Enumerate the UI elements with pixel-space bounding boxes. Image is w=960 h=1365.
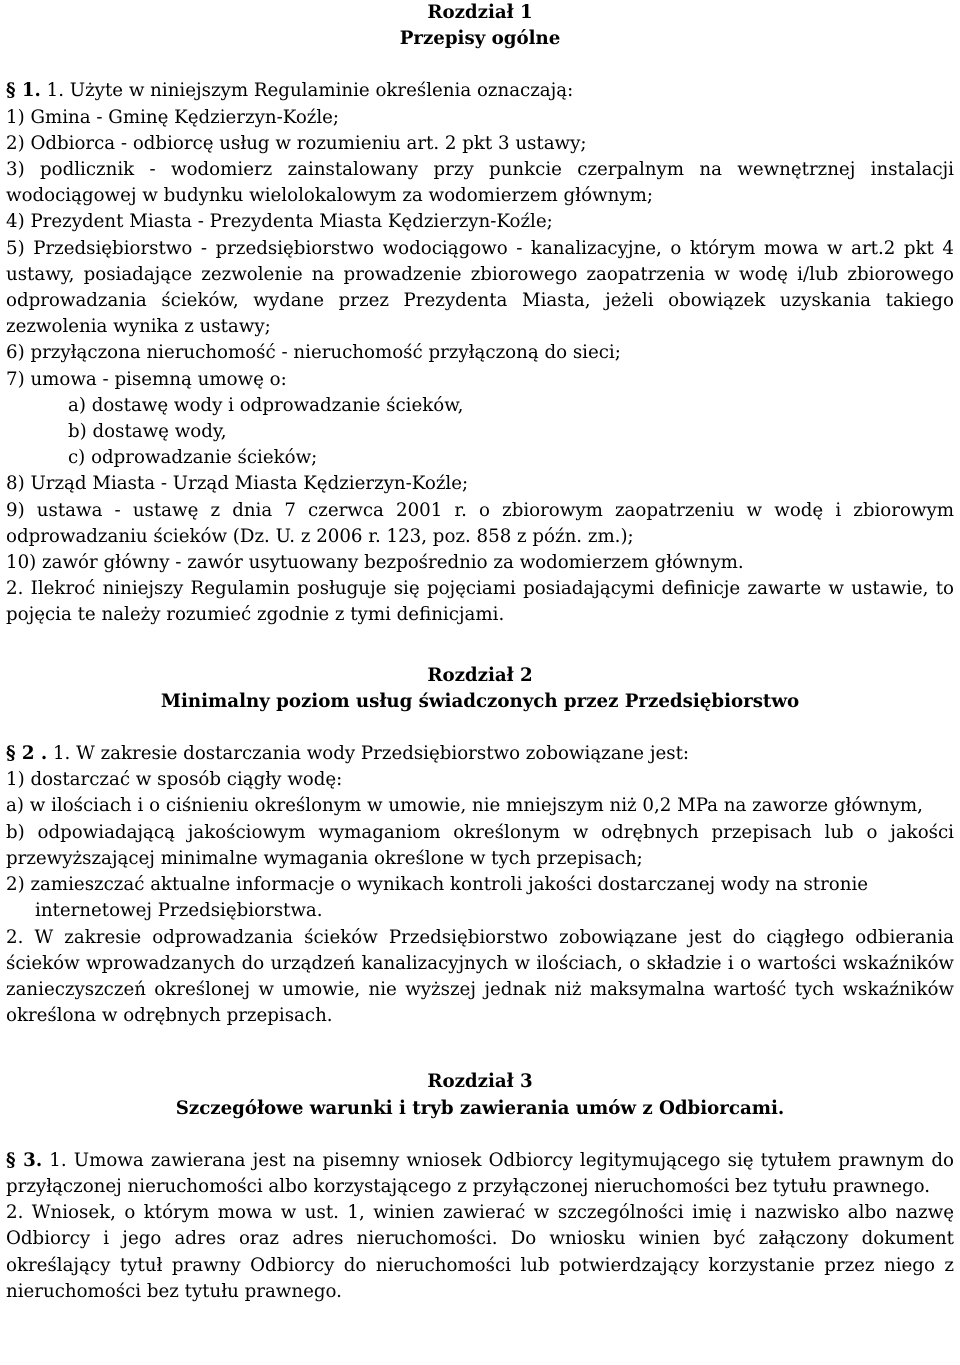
section-1-paragraph-2: 2. Ilekroć niniejszy Regulamin posługuje się pojęciami posiadającymi definicje zawarte w ustawie, to pojęcia te należy rozumieć zgodnie z tymi definicjami. [6,578,954,626]
obligation-1b: b) odpowiadającą jakościowym wymaganiom określonym w odrębnych przepisach lub o jakości przewyższającej minimalne wymagania określone w tych przepisach; [6,821,954,869]
definition-2: 2) Odbiorca - odbiorcę usług w rozumieniu art. 2 pkt 3 ustawy; [6,132,587,154]
section-1-intro: 1. Użyte w niniejszym Regulaminie określenia oznaczają: [46,80,574,102]
document-page [6,0,954,1305]
section-3-paragraph-1 [6,1148,954,1200]
chapter-3 [6,1069,954,1305]
section-2-paragraph-2: 2. W zakresie odprowadzania ścieków Przedsiębiorstwo zobowiązane jest do ciągłego odbierania ścieków wprowadzanych do urządzeń kanalizacyjnych w ilościach, o składzie i o wartości wskaźników zanieczyszczeń określonej w umowie, nie wyższej jednak niż maksymalna wartość tych wskaźników określona w odrębnych przepisach. [6,926,954,1027]
definition-3: 3) podlicznik - wodomierz zainstalowany przy punkcie czerpalnym na wewnętrznej instalacji wodociągowej w budynku wielolokalowym za wodomierzem głównym; [6,159,954,207]
definition-10: 10) zawór główny - zawór usytuowany bezpośrednio za wodomierzem głównym. [6,552,744,574]
chapter-3-subheading: Szczegółowe warunki i tryb zawierania umów z Odbiorcami. [175,1097,785,1119]
section-3-paragraph-2: 2. Wniosek, o którym mowa w ust. 1, winien zawierać w szczególności imię i nazwisko albo nazwę Odbiorcy i jego adres oraz adres nieruchomości. Do wniosku winien być załączony dokument określający tytuł prawny Odbiorcy do nieruchomości lub potwierdzający korzystanie przez niego z nieruchomości bez tytułu prawnego. [6,1202,954,1302]
definition-9: 9) ustawa - ustawę z dnia 7 czerwca 2001 r. o zbiorowym zaopatrzeniu w wodę i zbiorowym odprowadzaniu ścieków (Dz. U. z 2006 r. 123, poz. 858 z późn. zm.); [6,499,954,547]
section-3-paragraph-1-text: 1. Umowa zawierana jest na pisemny wniosek Odbiorcy legitymującego się tytułem prawnym do przyłączonej nieruchomości albo korzystającego z przyłączonej nieruchomości bez tytułu prawnego. [6,1149,954,1197]
obligation-1: 1) dostarczać w sposób ciągły wodę: [6,769,343,791]
section-2-line [6,741,954,767]
definition-8: 8) Urząd Miasta - Urząd Miasta Kędzierzyn-Koźle; [6,473,469,495]
section-2-mark: § 2 . [6,743,48,765]
section-3-mark: § 3. [6,1149,43,1171]
chapter-2-subheading: Minimalny poziom usług świadczonych przez Przedsiębiorstwo [160,690,800,712]
definition-4: 4) Prezydent Miasta - Prezydenta Miasta Kędzierzyn-Koźle; [6,211,553,233]
obligation-2: 2) zamieszczać aktualne informacje o wynikach kontroli jakości dostarczanej wody na stronie internetowej Przedsiębiorstwa. [6,874,869,922]
section-1-line [6,78,954,104]
obligation-1a: a) w ilościach i o ciśnieniu określonym w umowie, nie mniejszym niż 0,2 MPa na zaworze głównym, [6,795,923,817]
definition-6: 6) przyłączona nieruchomość - nieruchomość przyłączoną do sieci; [6,342,621,364]
definition-1: 1) Gmina - Gminę Kędzierzyn-Koźle; [6,106,340,128]
chapter-3-heading: Rozdział 3 [427,1071,533,1093]
chapter-1-heading: Rozdział 1 [427,2,533,23]
chapter-1-subheading: Przepisy ogólne [399,28,561,50]
definition-7: 7) umowa - pisemną umowę o: [6,368,287,390]
chapter-2 [6,663,954,1030]
definition-5: 5) Przedsiębiorstwo - przedsiębiorstwo wodociągowo - kanalizacyjne, o którym mowa w art.2 pkt 4 ustawy, posiadające zezwolenie na prowadzenie zbiorowego zaopatrzenia w wodę i/lub zbiorowego odprowadzania ścieków, wydane przez Prezydenta Miasta, jeżeli obowiązek uzyskania takiego zezwolenia wynika z ustawy; [6,237,954,338]
chapter-1 [6,0,954,629]
section-1-mark: § 1. [6,80,41,102]
definition-7c: c) odprowadzanie ścieków; [68,447,318,469]
chapter-2-heading: Rozdział 2 [427,664,533,686]
definition-7b: b) dostawę wody, [68,421,227,443]
definition-7a: a) dostawę wody i odprowadzanie ścieków, [68,394,464,416]
section-2-intro: 1. W zakresie dostarczania wody Przedsiębiorstwo zobowiązane jest: [52,743,690,765]
